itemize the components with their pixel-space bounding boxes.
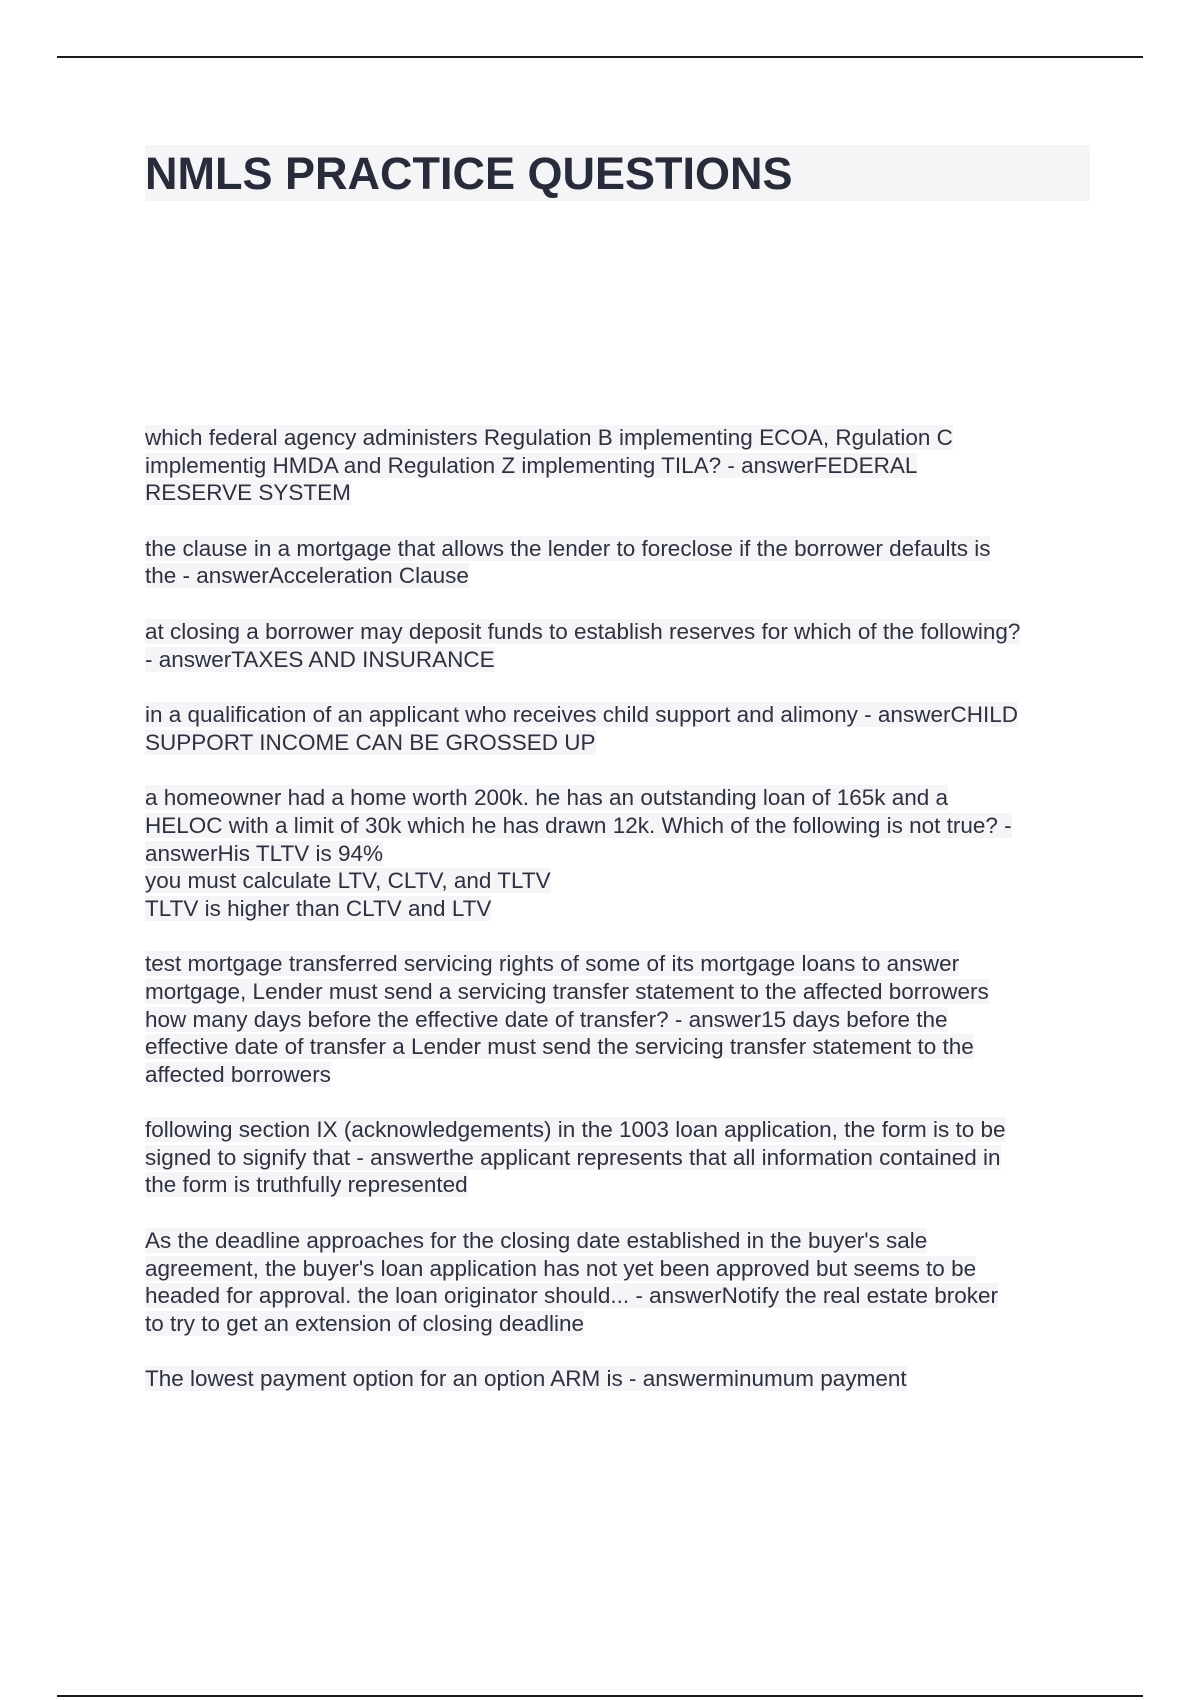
question-text-line (145, 950, 1090, 978)
question-text-line (145, 1310, 1090, 1338)
question-item (145, 950, 1090, 1088)
question-item (145, 1227, 1090, 1337)
question-text: As the deadline approaches for the closing date established in the buyer's sale (145, 1228, 928, 1254)
question-item (145, 535, 1090, 590)
question-text-line (145, 1255, 1090, 1283)
question-text: to try to get an extension of closing deadline (145, 1310, 585, 1336)
question-text: in a qualification of an applicant who receives child support and alimony - answerCHILD (145, 702, 1018, 728)
question-text: the clause in a mortgage that allows the lender to foreclose if the borrower defaults is (145, 535, 991, 561)
question-text-line (145, 840, 1090, 868)
question-text: test mortgage transferred servicing rights of some of its mortgage loans to answer (145, 951, 960, 977)
question-item (145, 424, 1090, 507)
question-text: you must calculate LTV, CLTV, and TLTV (145, 868, 551, 894)
question-text: implementig HMDA and Regulation Z implementing TILA? - answerFEDERAL (145, 452, 918, 478)
question-text: at closing a borrower may deposit funds to establish reserves for which of the following? (145, 618, 1021, 644)
top-rule (57, 56, 1143, 58)
question-text: signed to signify that - answerthe applicant represents that all information contained in (145, 1144, 1001, 1170)
question-text-line (145, 701, 1090, 729)
question-text-line (145, 452, 1090, 480)
question-text-line (145, 535, 1090, 563)
question-text: SUPPORT INCOME CAN BE GROSSED UP (145, 729, 596, 755)
question-text-line (145, 812, 1090, 840)
question-text-line (145, 424, 1090, 452)
question-text: following section IX (acknowledgements) in the 1003 loan application, the form is to be (145, 1117, 1006, 1143)
question-text: a homeowner had a home worth 200k. he has an outstanding loan of 165k and a (145, 785, 949, 811)
question-item (145, 1116, 1090, 1199)
question-text-line (145, 1365, 1090, 1393)
question-text-line (145, 867, 1090, 895)
bottom-rule (57, 1695, 1143, 1697)
question-text-line (145, 1282, 1090, 1310)
question-text-line (145, 978, 1090, 1006)
question-text-line (145, 729, 1090, 757)
question-text: answerHis TLTV is 94% (145, 840, 383, 866)
question-text: how many days before the effective date of transfer? - answer15 days before the (145, 1006, 948, 1032)
question-list (145, 424, 1090, 1421)
question-text-line (145, 1171, 1090, 1199)
question-text-line (145, 646, 1090, 674)
question-text-line (145, 1144, 1090, 1172)
question-text: mortgage, Lender must send a servicing transfer statement to the affected borrowers (145, 978, 989, 1004)
question-text-line (145, 895, 1090, 923)
question-text-line (145, 562, 1090, 590)
question-text-line (145, 1006, 1090, 1034)
question-text-line (145, 479, 1090, 507)
title-block (145, 145, 1090, 201)
question-text: the - answerAcceleration Clause (145, 563, 469, 589)
question-text-line (145, 1033, 1090, 1061)
question-text: HELOC with a limit of 30k which he has drawn 12k. Which of the following is not true? - (145, 812, 1012, 838)
question-text: effective date of transfer a Lender must send the servicing transfer statement to the (145, 1034, 974, 1060)
document-title: NMLS PRACTICE QUESTIONS (145, 148, 793, 199)
question-text: the form is truthfully represented (145, 1172, 468, 1198)
question-text: RESERVE SYSTEM (145, 480, 351, 506)
question-text-line (145, 1061, 1090, 1089)
question-item (145, 1365, 1090, 1393)
question-text: The lowest payment option for an option ARM is - answerminumum payment (145, 1366, 907, 1392)
question-item (145, 784, 1090, 922)
question-text: which federal agency administers Regulation B implementing ECOA, Rgulation C (145, 425, 953, 450)
question-item (145, 701, 1090, 756)
question-text-line (145, 1227, 1090, 1255)
question-text: agreement, the buyer's loan application has not yet been approved but seems to be (145, 1255, 977, 1281)
question-text-line (145, 618, 1090, 646)
question-text-line (145, 1116, 1090, 1144)
question-item (145, 618, 1090, 673)
question-text: TLTV is higher than CLTV and LTV (145, 895, 492, 921)
question-text-line (145, 784, 1090, 812)
question-text: headed for approval. the loan originator should... - answerNotify the real estate broker (145, 1283, 998, 1309)
question-text: - answerTAXES AND INSURANCE (145, 646, 495, 672)
question-text: affected borrowers (145, 1061, 331, 1087)
